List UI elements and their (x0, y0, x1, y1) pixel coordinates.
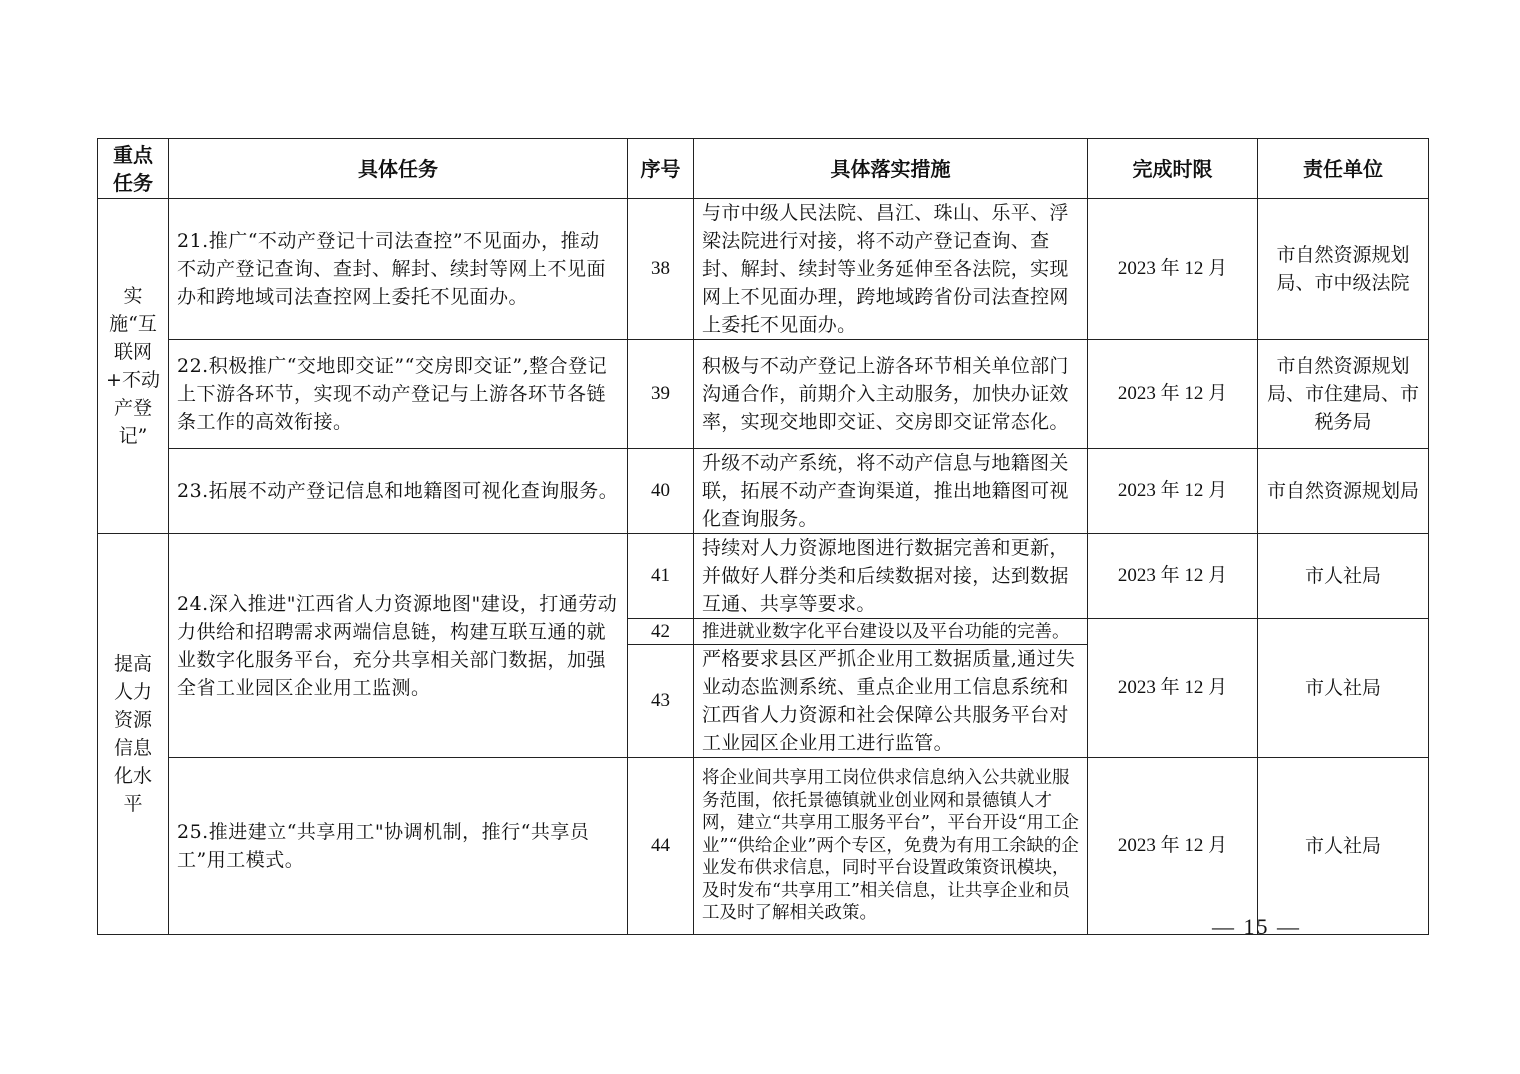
measure-cell: 持续对人力资源地图进行数据完善和更新，并做好人群分类和后续数据对接，达到数据互通、共享等要求。 (694, 534, 1088, 619)
table-row (98, 199, 1429, 340)
task-cell: 22.积极推广“交地即交证”“交房即交证”,整合登记上下游各环节，实现不动产登记与上游各环节各链条工作的高效衔接。 (169, 340, 628, 449)
measure-cell: 升级不动产系统，将不动产信息与地籍图关联，拓展不动产查询渠道，推出地籍图可视化查询服务。 (694, 449, 1088, 534)
task-cell: 21.推广“不动产登记十司法查控”不见面办，推动不动产登记查询、查封、解封、续封等网上不见面办和跨地域司法查控网上委托不见面办。 (169, 199, 628, 340)
deadline-cell: 2023 年 12 月 (1088, 619, 1258, 758)
seq-cell: 42 (628, 619, 694, 645)
page-number: — 15 — (1212, 914, 1301, 939)
measure-cell: 与市中级人民法院、昌江、珠山、乐平、浮梁法院进行对接，将不动产登记查询、查封、解封、续封等业务延伸至各法院，实现网上不见面办理，跨地域跨省份司法查控网上委托不见面办。 (694, 199, 1088, 340)
key-task-cell: 提高人力资源信息化水平 (98, 534, 169, 935)
deadline-cell: 2023 年 12 月 (1088, 199, 1258, 340)
table-row (98, 449, 1429, 534)
seq-cell: 38 (628, 199, 694, 340)
seq-cell: 43 (628, 645, 694, 758)
seq-cell: 40 (628, 449, 694, 534)
task-cell: 25.推进建立“共享用工"协调机制，推行“共享员工”用工模式。 (169, 758, 628, 935)
unit-cell: 市自然资源规划局、市住建局、市税务局 (1258, 340, 1429, 449)
seq-cell: 39 (628, 340, 694, 449)
table-row (98, 534, 1429, 619)
task-cell: 24.深入推进"江西省人力资源地图"建设，打通劳动力供给和招聘需求两端信息链，构建互联互通的就业数字化服务平台，充分共享相关部门数据，加强全省工业园区企业用工监测。 (169, 534, 628, 758)
table-row (98, 340, 1429, 449)
measure-cell: 积极与不动产登记上游各环节相关单位部门沟通合作，前期介入主动服务，加快办证效率，实现交地即交证、交房即交证常态化。 (694, 340, 1088, 449)
header-deadline: 完成时限 (1088, 139, 1258, 199)
deadline-cell: 2023 年 12 月 (1088, 340, 1258, 449)
unit-cell: 市人社局 (1258, 534, 1429, 619)
deadline-cell: 2023 年 12 月 (1088, 449, 1258, 534)
deadline-cell: 2023 年 12 月 (1088, 534, 1258, 619)
measure-cell: 严格要求县区严抓企业用工数据质量,通过失业动态监测系统、重点企业用工信息系统和江西省人力资源和社会保障公共服务平台对工业园区企业用工进行监管。 (694, 645, 1088, 758)
unit-cell: 市自然资源规划局、市中级法院 (1258, 199, 1429, 340)
header-row (98, 139, 1429, 199)
seq-cell: 41 (628, 534, 694, 619)
table-row (98, 758, 1429, 935)
header-unit: 责任单位 (1258, 139, 1429, 199)
task-table (97, 138, 1429, 935)
task-cell: 23.拓展不动产登记信息和地籍图可视化查询服务。 (169, 449, 628, 534)
unit-cell: 市自然资源规划局 (1258, 449, 1429, 534)
header-key-task: 重点任务 (98, 139, 169, 199)
seq-cell: 44 (628, 758, 694, 935)
measure-cell: 推进就业数字化平台建设以及平台功能的完善。 (694, 619, 1088, 645)
header-seq: 序号 (628, 139, 694, 199)
header-measures: 具体落实措施 (694, 139, 1088, 199)
deadline-cell: 2023 年 12 月 (1088, 758, 1258, 935)
key-task-cell: 实施“互联网+不动产登记” (98, 199, 169, 534)
unit-cell: 市人社局 (1258, 619, 1429, 758)
unit-cell: 市人社局 (1258, 758, 1429, 935)
header-specific-task: 具体任务 (169, 139, 628, 199)
measure-cell: 将企业间共享用工岗位供求信息纳入公共就业服务范围，依托景德镇就业创业网和景德镇人才网，建立“共享用工服务平台”，平台开设“用工企业”“供给企业”两个专区，免费为有用工余缺的企业发布供求信息，同时平台设置政策资讯模块，及时发布“共享用工”相关信息，让共享企业和员工及时了解相关政策。 (694, 758, 1088, 935)
